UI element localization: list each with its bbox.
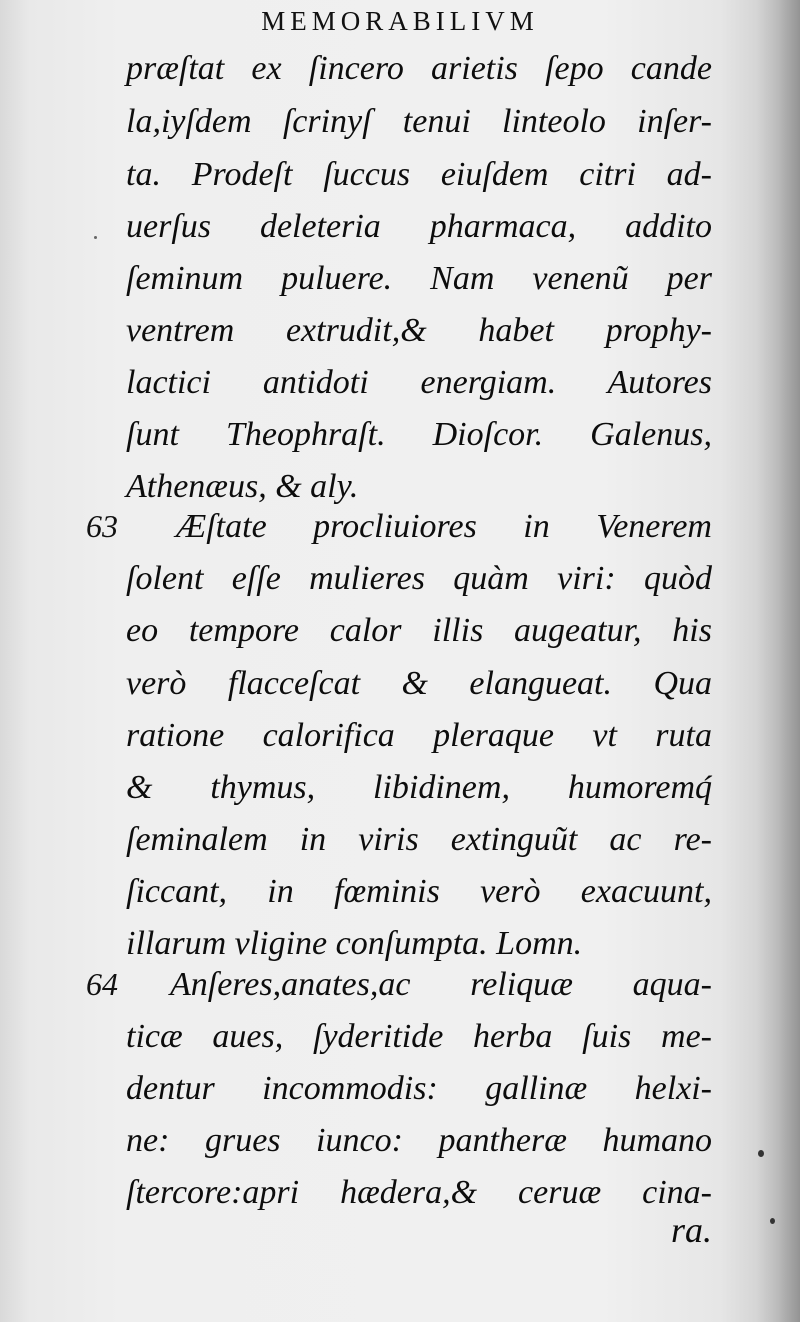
text-line: ſolent eſſe mulieres quàm viri: quòd bbox=[126, 560, 712, 597]
paper-speck bbox=[94, 236, 97, 239]
text-line: ſunt Theophraſt. Dioſcor. Galenus, bbox=[126, 416, 712, 453]
text-line: præſtat ex ſincero arietis ſepo cande bbox=[126, 50, 712, 87]
entry-number: 63 bbox=[86, 508, 118, 544]
text-line: & thymus, libidinem, humoremq́ bbox=[126, 769, 712, 806]
entry-number: 64 bbox=[86, 966, 118, 1002]
page-edge-shadow bbox=[756, 0, 800, 1322]
catchword: ra. bbox=[670, 1210, 712, 1250]
text-line: ſtercore:apri hædera,& ceruæ cina- bbox=[126, 1174, 712, 1211]
text-line: eo tempore calor illis augeatur, his bbox=[126, 612, 712, 649]
text-line: illarum vligine conſumpta. Lomn. bbox=[126, 925, 583, 962]
text-line: Athenæus, & aly. bbox=[126, 468, 359, 505]
text-line: ventrem extrudit,& habet prophy- bbox=[126, 312, 712, 349]
text-line: ne: grues iunco: pantheræ humano bbox=[126, 1122, 712, 1159]
paper-speck bbox=[758, 1150, 764, 1157]
running-head: MEMORABILIVM bbox=[261, 6, 539, 36]
text-line: Æſtate procliuiores in Venerem bbox=[176, 508, 712, 545]
text-line: ratione calorifica pleraque vt ruta bbox=[126, 717, 712, 754]
text-line: verò flacceſcat & elangueat. Qua bbox=[126, 665, 712, 702]
text-line: ſeminum puluere. Nam venenũ per bbox=[126, 260, 712, 297]
text-line: ſiccant, in fœminis verò exacuunt, bbox=[126, 873, 712, 910]
text-line: ſeminalem in viris extinguũt ac re- bbox=[126, 821, 712, 858]
text-line: ta. Prodeſt ſuccus eiuſdem citri ad- bbox=[126, 156, 712, 193]
text-line: uerſus deleteria pharmaca, addito bbox=[126, 208, 712, 245]
text-line: lactici antidoti energiam. Autores bbox=[126, 364, 712, 401]
text-line: Anſeres,anates,ac reliquæ aqua- bbox=[170, 966, 712, 1003]
text-line: ticæ aues, ſyderitide herba ſuis me- bbox=[126, 1018, 712, 1055]
text-line: la,iyſdem ſcrinyſ tenui linteolo inſer- bbox=[126, 103, 712, 140]
paper-speck bbox=[770, 1218, 775, 1224]
text-line: dentur incommodis: gallinæ helxi- bbox=[126, 1070, 712, 1107]
